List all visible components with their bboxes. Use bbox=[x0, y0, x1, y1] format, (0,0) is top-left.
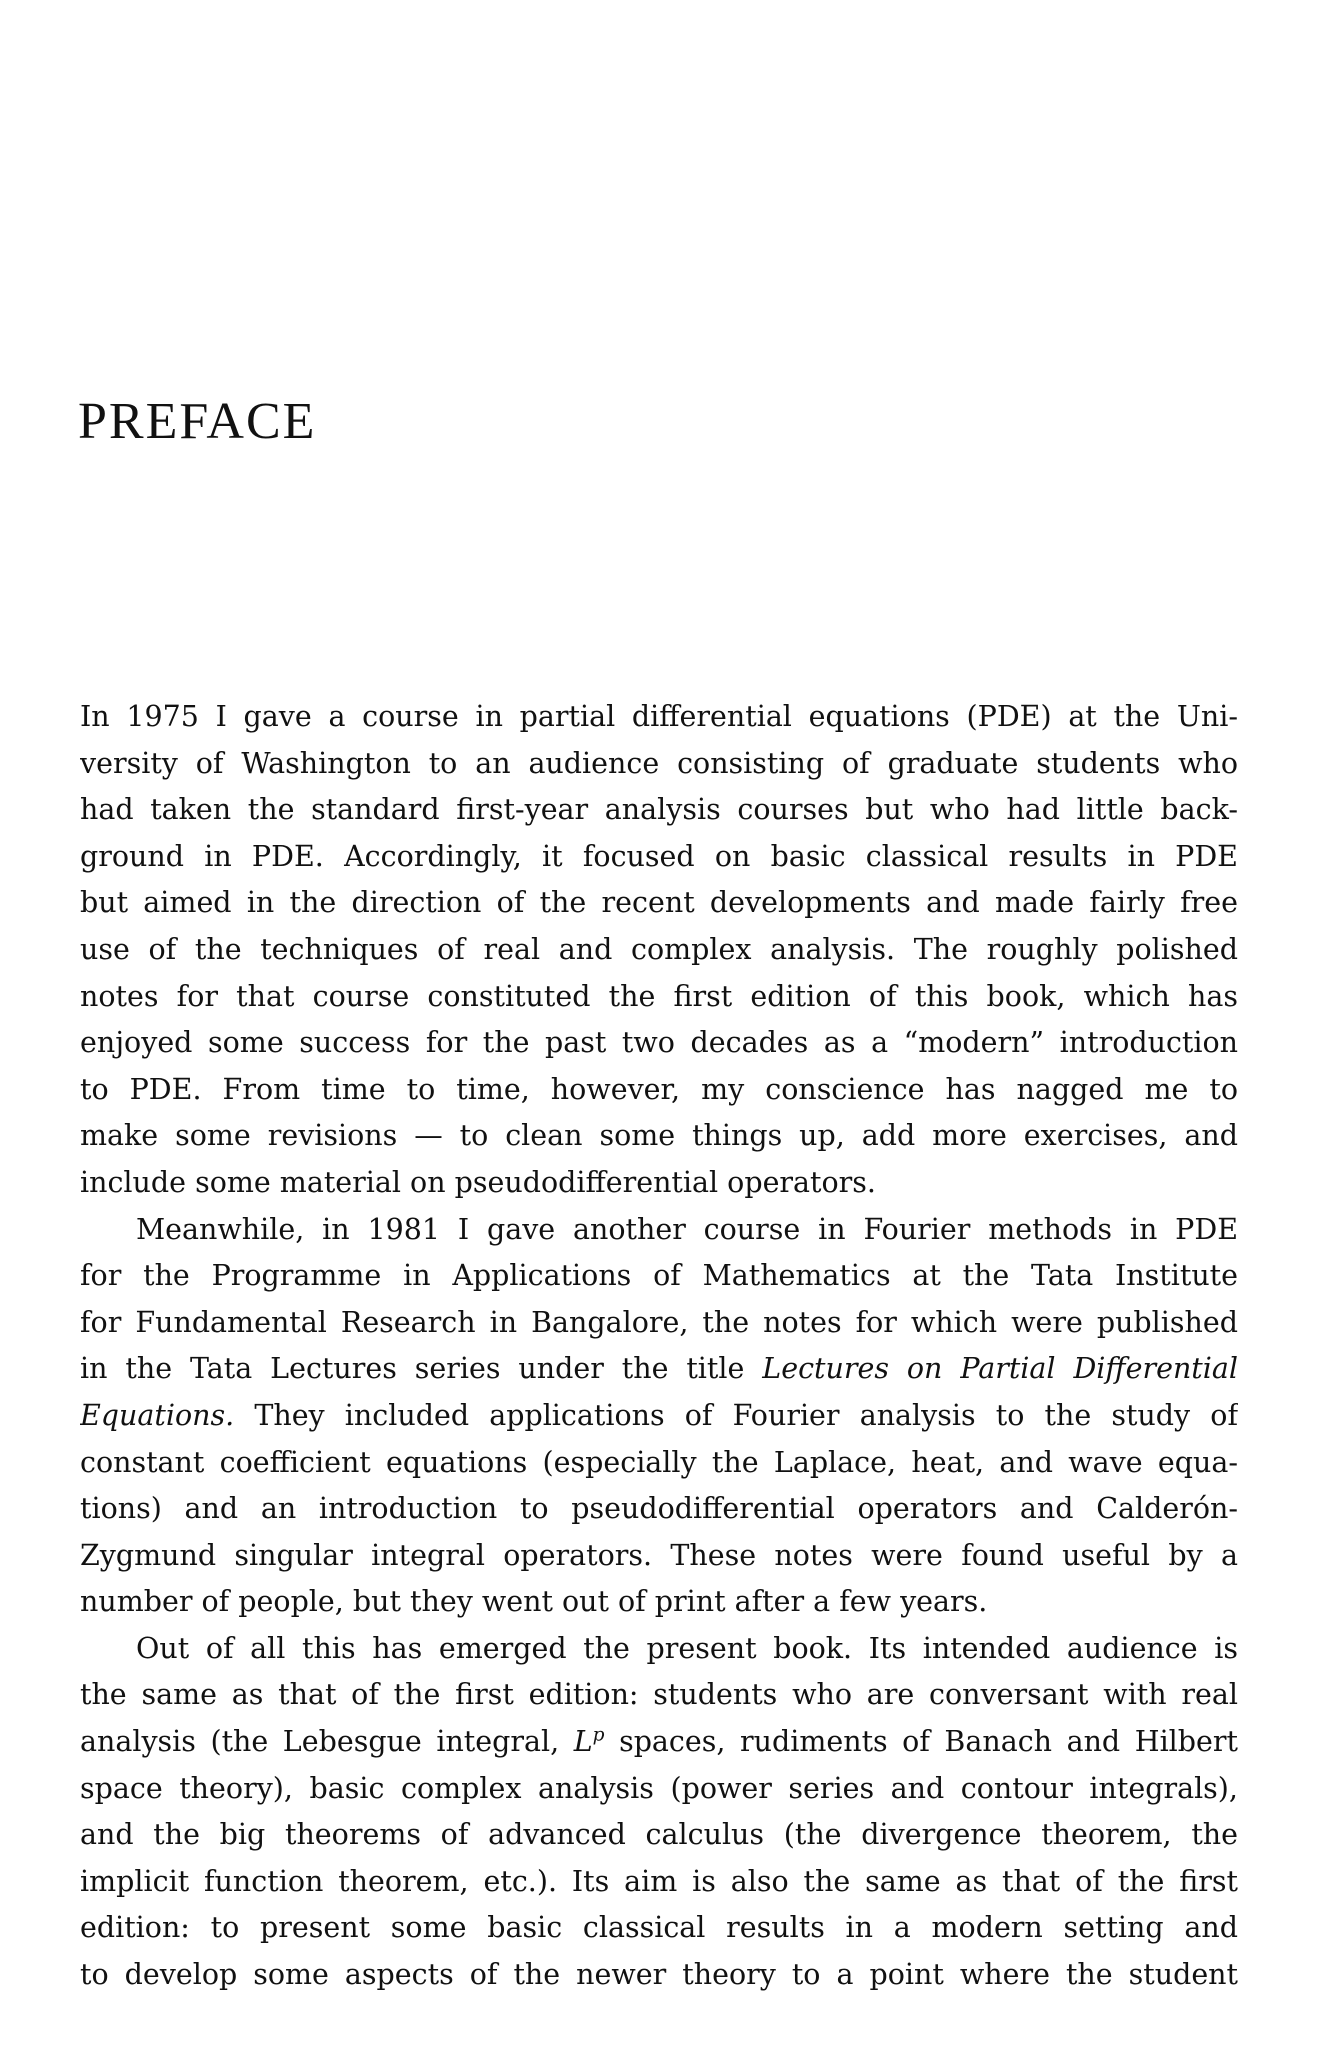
text-line: the same as that of the first edition: students who are conversant with real bbox=[80, 1678, 1238, 1712]
text-line: enjoyed some success for the past two decades as a “modern” introduction bbox=[80, 1026, 1238, 1060]
text-line: Meanwhile, in 1981 I gave another course in Fourier methods in PDE bbox=[136, 1212, 1238, 1246]
italic-book-title: Lectures on Partial Differential bbox=[762, 1352, 1238, 1386]
text-line: ground in PDE. Accordingly, it focused on basic classical results in PDE bbox=[80, 839, 1238, 873]
text-line: constant coefficient equations (especially the Laplace, heat, and wave equa- bbox=[80, 1445, 1238, 1479]
text-line: but aimed in the direction of the recent developments and made fairly free bbox=[80, 886, 1238, 920]
italic-book-title-cont: Equations. bbox=[80, 1398, 235, 1432]
text-segment: analysis (the Lebesgue integral, bbox=[80, 1725, 560, 1759]
text-line: for the Programme in Applications of Mathematics at the Tata Institute bbox=[80, 1259, 1238, 1293]
text-line: tions) and an introduction to pseudodifferential operators and Calderón- bbox=[80, 1492, 1238, 1526]
text-line: implicit function theorem, etc.). Its aim is also the same as that of the first bbox=[80, 1864, 1238, 1898]
paragraph-1 bbox=[80, 694, 1238, 1207]
text-line: notes for that course constituted the first edition of this book, which has bbox=[80, 979, 1238, 1013]
paragraph-3 bbox=[80, 1626, 1238, 1999]
page-title: PREFACE bbox=[78, 393, 317, 450]
text-line: versity of Washington to an audience consisting of graduate students who bbox=[80, 746, 1238, 780]
text-line bbox=[80, 1393, 1238, 1440]
text-line: include some material on pseudodifferential operators. bbox=[80, 1165, 876, 1199]
lp-exponent: p bbox=[592, 1724, 605, 1746]
text-line: had taken the standard first-year analysis courses but who had little back- bbox=[80, 793, 1238, 827]
lp-base: L bbox=[573, 1725, 593, 1759]
text-line: to develop some aspects of the newer theory to a point where the student bbox=[80, 1958, 1238, 1992]
paragraph-2 bbox=[80, 1207, 1238, 1626]
text-line: make some revisions — to clean some things up, add more exercises, and bbox=[80, 1119, 1238, 1153]
text-segment: in the Tata Lectures series under the title bbox=[80, 1352, 745, 1386]
body-text bbox=[80, 694, 1238, 1999]
text-line: edition: to present some basic classical results in a modern setting and bbox=[80, 1911, 1238, 1945]
text-line: to PDE. From time to time, however, my conscience has nagged me to bbox=[80, 1072, 1238, 1106]
text-line: and the big theorems of advanced calculus (the divergence theorem, the bbox=[80, 1818, 1238, 1852]
text-line bbox=[80, 1719, 1238, 1766]
text-line: In 1975 I gave a course in partial differential equations (PDE) at the Uni- bbox=[80, 700, 1238, 733]
text-line: for Fundamental Research in Bangalore, the notes for which were published bbox=[80, 1305, 1238, 1339]
text-segment: They included applications of Fourier analysis to the study of bbox=[254, 1398, 1238, 1432]
text-line: Out of all this has emerged the present book. Its intended audience is bbox=[136, 1631, 1238, 1665]
text-line: space theory), basic complex analysis (power series and contour integrals), bbox=[80, 1771, 1238, 1805]
text-line: number of people, but they went out of print after a few years. bbox=[80, 1585, 988, 1619]
text-line: Zygmund singular integral operators. These notes were found useful by a bbox=[80, 1538, 1238, 1572]
lp-symbol bbox=[574, 1725, 605, 1758]
text-segment: spaces, rudiments of Banach and Hilbert bbox=[619, 1725, 1238, 1759]
text-line bbox=[80, 1346, 1238, 1393]
text-line: use of the techniques of real and complex analysis. The roughly polished bbox=[80, 932, 1238, 966]
